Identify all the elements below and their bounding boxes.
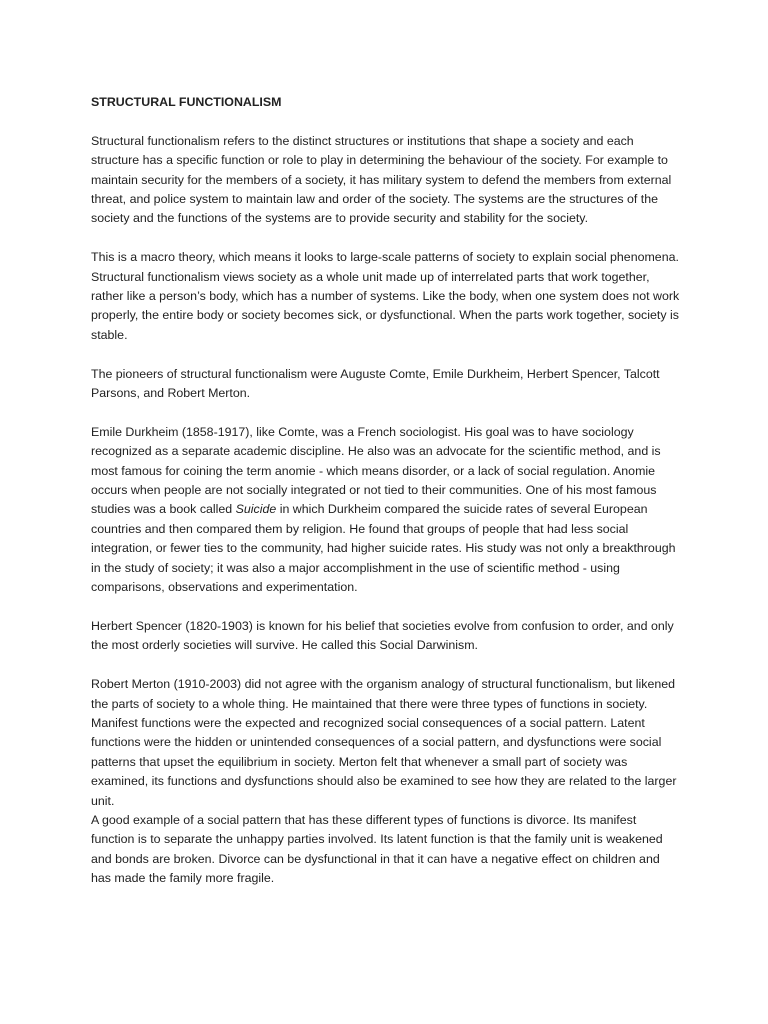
- document-page: [91, 93, 683, 908]
- paragraph-divorce-example: A good example of a social pattern that has these different types of functions is divorce. Its manifest function is to separate the unhappy parties involved. Its latent function is that the family unit is weakened and bonds are broken. Divorce can be dysfunctional in that it can have a negative effect on children and has made the family more fragile.: [91, 812, 663, 886]
- paragraph-definition: Structural functionalism refers to the distinct structures or institutions that shape a society and each structure has a specific function or role to play in determining the behaviour of the society. For example to maintain security for the members of a society, it has military system to defend the members from external threat, and police system to maintain law and order of the society. The systems are the structures of the society and the functions of the systems are to provide security and stability for the society.: [91, 133, 672, 226]
- durkheim-text-start: Emile Durkheim (1858-1917), like Comte, was a French sociologist. His goal was to have sociology recognized as a separate academic discipline. He also was an advocate for the scientific method, and is most famous for coining the term anomie - which means disorder, or a lack of social regulation. Anomie occurs when people are not socially integrated or not tied to their communities. One of his most famous studies was a book called: [91, 424, 661, 517]
- document-title: STRUCTURAL FUNCTIONALISM: [91, 95, 282, 109]
- paragraph-merton: Robert Merton (1910-2003) did not agree with the organism analogy of structural functionalism, but likened the parts of society to a whole thing. He maintained that there were three types of functions in society. Manifest functions were the expected and recognized social consequences of a social pattern. Latent functions were the hidden or unintended consequences of a social pattern, and dysfunctions were social patterns that upset the equilibrium in society. Merton felt that whenever a small part of society was examined, its functions and dysfunctions should also be examined to see how they are related to the larger unit.: [91, 677, 677, 808]
- paragraph-spencer: Herbert Spencer (1820-1903) is known for his belief that societies evolve from confusion to order, and only the most orderly societies will survive. He called this Social Darwinism.: [91, 618, 674, 653]
- paragraph-durkheim: [91, 423, 683, 598]
- durkheim-text-end: in which Durkheim compared the suicide rates of several European countries and then compared them by religion. He found that groups of people that had less social integration, or fewer ties to the community, had higher suicide rates. His study was not only a breakthrough in the study of society; it was also a major accomplishment in the use of scientific method - using comparisons, observations and experimentation.: [91, 502, 676, 595]
- paragraph-macro-theory: This is a macro theory, which means it looks to large-scale patterns of society to explain social phenomena. Structural functionalism views society as a whole unit made up of interrelated parts that work together, rather like a person’s body, which has a number of systems. Like the body, when one system does not work properly, the entire body or society becomes sick, or dysfunctional. When the parts work together, society is stable.: [91, 250, 680, 342]
- paragraph-pioneers: The pioneers of structural functionalism were Auguste Comte, Emile Durkheim, Herbert Spencer, Talcott Parsons, and Robert Merton.: [91, 366, 660, 401]
- suicide-book-title: Suicide: [235, 502, 277, 517]
